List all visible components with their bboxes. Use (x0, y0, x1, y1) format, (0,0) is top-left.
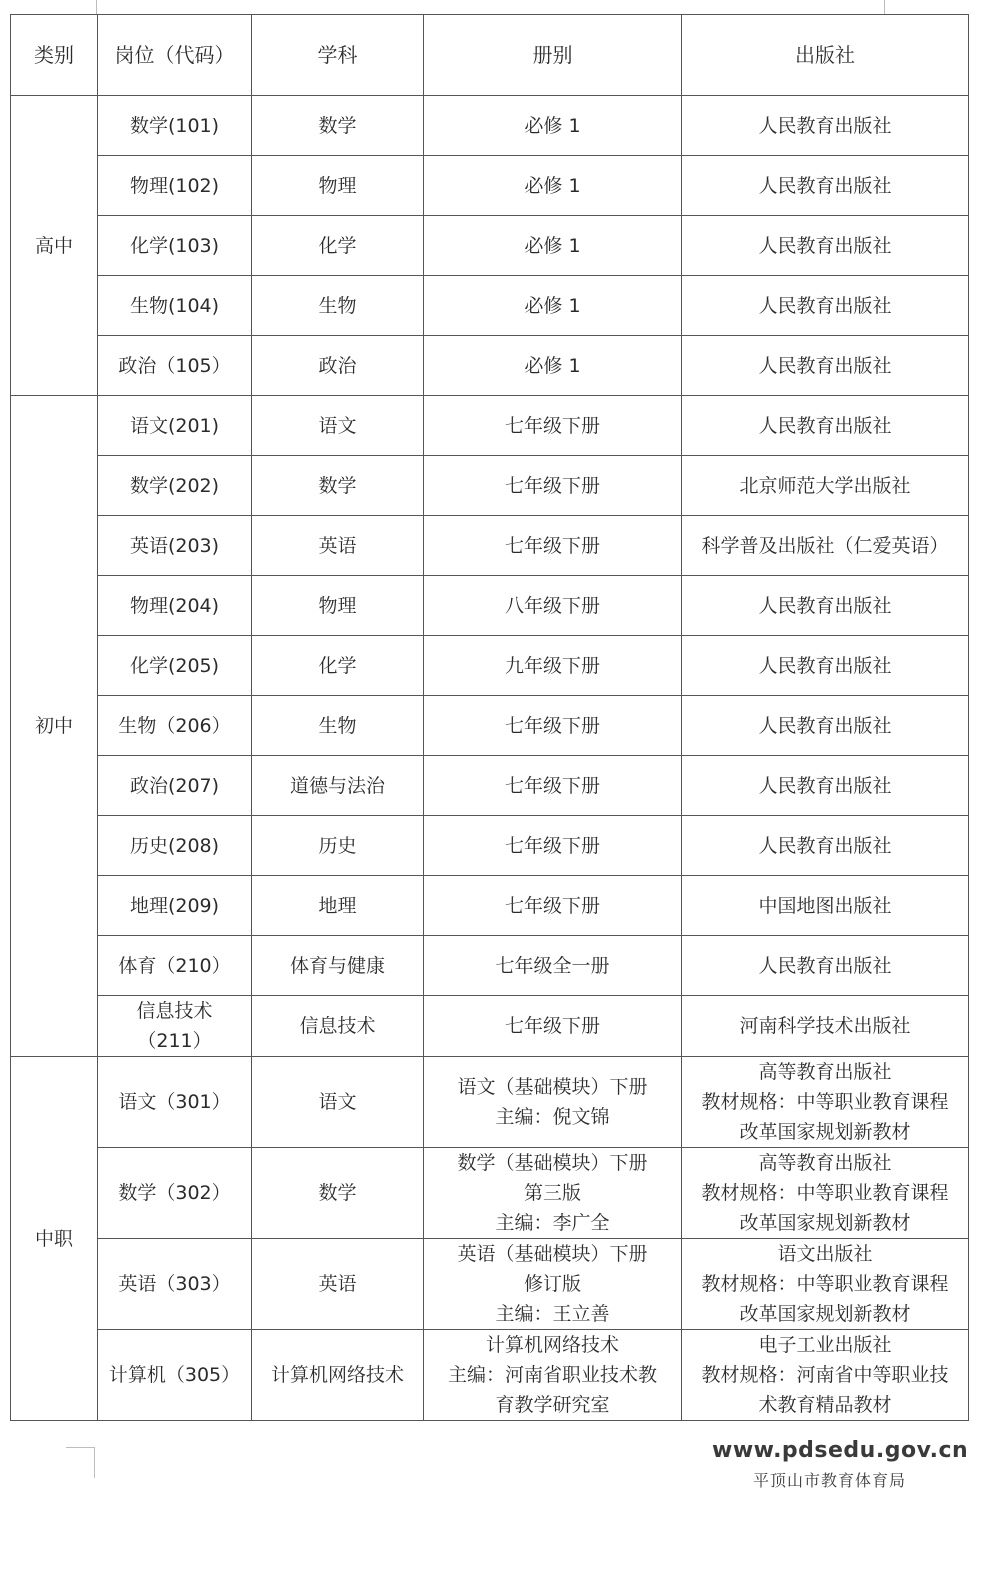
publisher-cell (682, 1239, 969, 1330)
page-corner-mark (96, 0, 97, 14)
group-cell-high-school: 高中 (11, 96, 98, 396)
volume-cell: 必修 1 (424, 156, 682, 216)
subject-cell: 道德与法治 (252, 756, 424, 816)
volume-line: 主编：河南省职业技术教 (447, 1364, 657, 1386)
volume-cell (424, 1330, 682, 1421)
volume-cell (424, 1239, 682, 1330)
table-row (11, 756, 969, 816)
publisher-cell: 人民教育出版社 (682, 696, 969, 756)
subject-cell: 数学 (252, 456, 424, 516)
publisher-cell (682, 1057, 969, 1148)
publisher-cell: 人民教育出版社 (682, 936, 969, 996)
volume-line: 主编：王立善 (495, 1303, 610, 1325)
subject-cell: 物理 (252, 576, 424, 636)
volume-cell: 七年级下册 (424, 996, 682, 1057)
table-row (11, 96, 969, 156)
table-row (11, 396, 969, 456)
table-row (11, 216, 969, 276)
volume-cell: 七年级下册 (424, 816, 682, 876)
subject-cell: 数学 (252, 96, 424, 156)
volume-cell (424, 1057, 682, 1148)
header-publisher: 出版社 (682, 15, 969, 96)
volume-cell (424, 1148, 682, 1239)
table-row (11, 1057, 969, 1148)
publisher-cell: 人民教育出版社 (682, 276, 969, 336)
position-cell: 历史(208) (98, 816, 252, 876)
publisher-cell: 人民教育出版社 (682, 636, 969, 696)
subject-cell: 物理 (252, 156, 424, 216)
table-row (11, 1330, 969, 1421)
header-volume: 册别 (424, 15, 682, 96)
volume-cell: 八年级下册 (424, 576, 682, 636)
subject-cell: 生物 (252, 696, 424, 756)
subject-cell: 计算机网络技术 (252, 1330, 424, 1421)
subject-cell: 英语 (252, 1239, 424, 1330)
position-cell: 政治(207) (98, 756, 252, 816)
subject-cell: 语文 (252, 396, 424, 456)
publisher-cell: 人民教育出版社 (682, 396, 969, 456)
subject-cell: 政治 (252, 336, 424, 396)
header-category: 类别 (11, 15, 98, 96)
position-cell: 语文（301） (98, 1057, 252, 1148)
volume-cell: 七年级下册 (424, 876, 682, 936)
header-subject: 学科 (252, 15, 424, 96)
table-row (11, 156, 969, 216)
volume-cell: 七年级下册 (424, 516, 682, 576)
table-row (11, 996, 969, 1057)
subject-cell: 化学 (252, 636, 424, 696)
position-cell: 生物(104) (98, 276, 252, 336)
subject-cell: 数学 (252, 1148, 424, 1239)
subject-cell: 历史 (252, 816, 424, 876)
volume-cell: 九年级下册 (424, 636, 682, 696)
publisher-cell (682, 1148, 969, 1239)
subject-cell: 生物 (252, 276, 424, 336)
table-row (11, 936, 969, 996)
volume-line: 英语（基础模块）下册 (457, 1243, 648, 1265)
publisher-line: 教材规格：河南省中等职业技 (701, 1364, 949, 1386)
position-cell: 政治（105） (98, 336, 252, 396)
table-row (11, 276, 969, 336)
publisher-cell: 人民教育出版社 (682, 576, 969, 636)
position-cell (98, 996, 252, 1057)
volume-line: 语文（基础模块）下册 (457, 1076, 648, 1098)
volume-cell: 必修 1 (424, 96, 682, 156)
table-row (11, 1239, 969, 1330)
watermark-url: www.pdsedu.gov.cn (712, 1438, 969, 1463)
volume-cell: 七年级下册 (424, 396, 682, 456)
publisher-cell: 人民教育出版社 (682, 336, 969, 396)
position-cell: 化学(205) (98, 636, 252, 696)
position-cell: 语文(201) (98, 396, 252, 456)
position-cell: 计算机（305） (98, 1330, 252, 1421)
table-row (11, 816, 969, 876)
publisher-cell: 科学普及出版社（仁爱英语） (682, 516, 969, 576)
group-cell-vocational: 中职 (11, 1057, 98, 1421)
position-line: （211） (137, 1030, 212, 1052)
position-cell: 数学（302） (98, 1148, 252, 1239)
publisher-cell: 人民教育出版社 (682, 756, 969, 816)
publisher-cell: 人民教育出版社 (682, 216, 969, 276)
publisher-line: 电子工业出版社 (758, 1334, 892, 1356)
position-line: 信息技术 (136, 1000, 213, 1022)
volume-line: 主编：李广全 (495, 1212, 610, 1234)
subject-cell: 地理 (252, 876, 424, 936)
publisher-line: 术教育精品教材 (758, 1394, 892, 1416)
position-cell: 英语(203) (98, 516, 252, 576)
position-cell: 物理(102) (98, 156, 252, 216)
publisher-line: 语文出版社 (777, 1243, 873, 1265)
volume-cell: 七年级全一册 (424, 936, 682, 996)
table-row (11, 576, 969, 636)
table-header-row (11, 15, 969, 96)
volume-line: 第三版 (523, 1182, 581, 1204)
page-corner-mark (66, 1447, 95, 1478)
table-row (11, 636, 969, 696)
position-cell: 英语（303） (98, 1239, 252, 1330)
publisher-cell (682, 1330, 969, 1421)
publisher-line: 高等教育出版社 (758, 1152, 892, 1174)
position-cell: 物理(204) (98, 576, 252, 636)
volume-cell: 七年级下册 (424, 456, 682, 516)
volume-cell: 七年级下册 (424, 756, 682, 816)
table-row (11, 1148, 969, 1239)
subject-cell: 信息技术 (252, 996, 424, 1057)
table-row (11, 696, 969, 756)
volume-line: 计算机网络技术 (485, 1334, 619, 1356)
subject-cell: 体育与健康 (252, 936, 424, 996)
watermark-org: 平顶山市教育体育局 (752, 1471, 906, 1490)
table-row (11, 456, 969, 516)
header-position: 岗位（代码） (98, 15, 252, 96)
subject-cell: 英语 (252, 516, 424, 576)
publisher-line: 高等教育出版社 (758, 1061, 892, 1083)
position-cell: 数学(202) (98, 456, 252, 516)
volume-cell: 必修 1 (424, 276, 682, 336)
subject-cell: 语文 (252, 1057, 424, 1148)
volume-line: 数学（基础模块）下册 (457, 1152, 648, 1174)
publisher-line: 教材规格：中等职业教育课程 (701, 1091, 949, 1113)
position-cell: 化学(103) (98, 216, 252, 276)
table-row (11, 516, 969, 576)
publisher-cell: 人民教育出版社 (682, 816, 969, 876)
publisher-cell: 人民教育出版社 (682, 96, 969, 156)
volume-line: 育教学研究室 (495, 1394, 610, 1416)
volume-cell: 必修 1 (424, 336, 682, 396)
position-cell: 数学(101) (98, 96, 252, 156)
volume-line: 修订版 (523, 1273, 581, 1295)
subject-cell: 化学 (252, 216, 424, 276)
table-row (11, 876, 969, 936)
publisher-cell: 人民教育出版社 (682, 156, 969, 216)
volume-line: 主编：倪文锦 (495, 1106, 610, 1128)
publisher-line: 教材规格：中等职业教育课程 (701, 1182, 949, 1204)
volume-cell: 七年级下册 (424, 696, 682, 756)
table-row (11, 336, 969, 396)
position-cell: 体育（210） (98, 936, 252, 996)
page-corner-mark (884, 0, 885, 14)
publisher-line: 教材规格：中等职业教育课程 (701, 1273, 949, 1295)
textbook-table (10, 14, 969, 1421)
publisher-line: 改革国家规划新教材 (739, 1212, 911, 1234)
volume-cell: 必修 1 (424, 216, 682, 276)
publisher-cell: 河南科学技术出版社 (682, 996, 969, 1057)
publisher-cell: 中国地图出版社 (682, 876, 969, 936)
group-cell-junior-high: 初中 (11, 396, 98, 1057)
position-cell: 地理(209) (98, 876, 252, 936)
publisher-line: 改革国家规划新教材 (739, 1303, 911, 1325)
position-cell: 生物（206） (98, 696, 252, 756)
publisher-line: 改革国家规划新教材 (739, 1121, 911, 1143)
publisher-cell: 北京师范大学出版社 (682, 456, 969, 516)
